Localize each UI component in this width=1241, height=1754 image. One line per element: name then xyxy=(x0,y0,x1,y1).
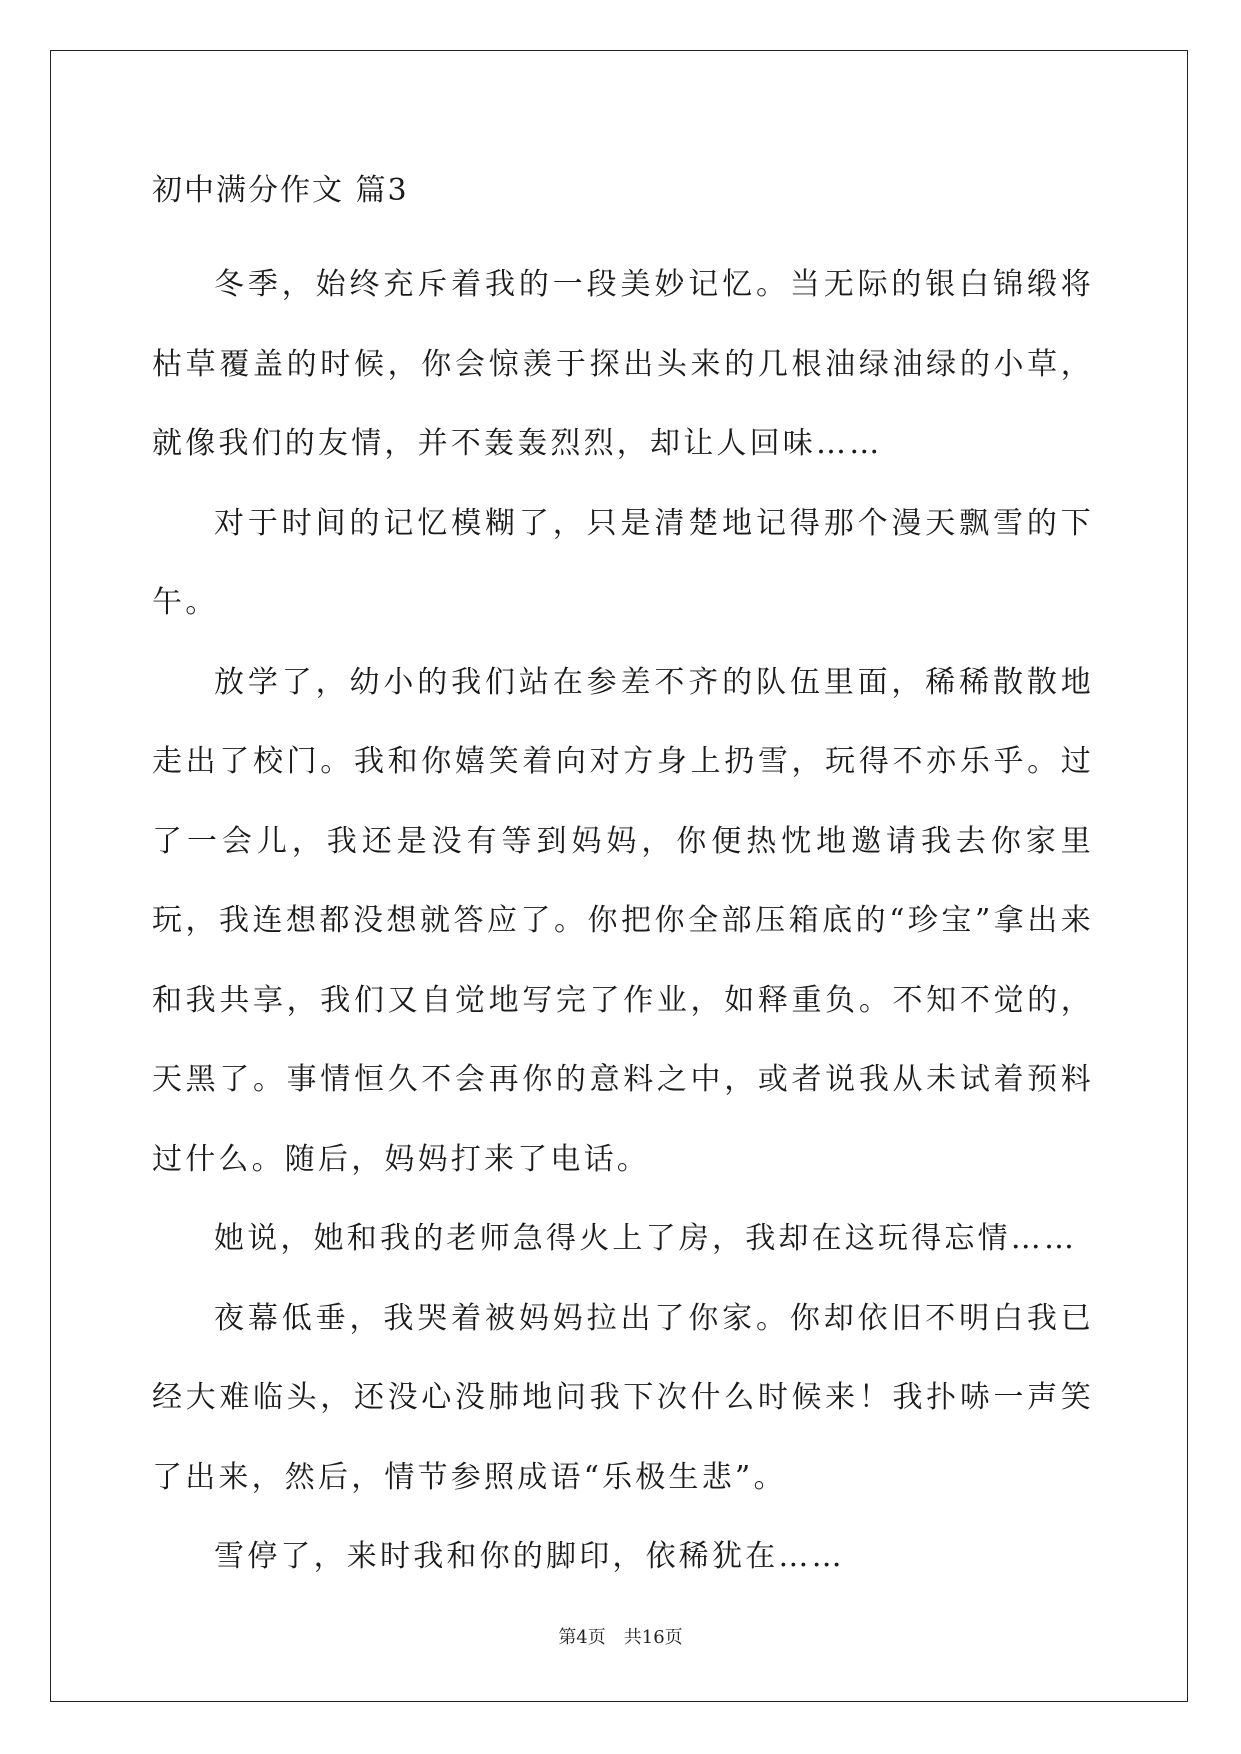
essay-title: 初中满分作文 篇3 xyxy=(152,173,409,208)
total-page-count: 共16页 xyxy=(623,1627,683,1648)
paragraph-4: 她说，她和我的老师急得火上了房，我却在这玩得忘情…… xyxy=(214,1221,1078,1256)
paragraph-1: 冬季，始终充斥着我的一段美妙记忆。当无际的银白锦缎将枯草覆盖的时候，你会惊羡于探出头来的几根油绿油绿的小草，就像我们的友情，并不轰轰烈烈，却让人回味…… xyxy=(152,267,1094,461)
page-footer xyxy=(0,1626,1241,1650)
paragraph-6: 雪停了，来时我和你的脚印，依稀犹在…… xyxy=(214,1539,845,1574)
current-page-number: 第4页 xyxy=(558,1627,606,1648)
document-body xyxy=(152,166,1094,1597)
paragraph-3: 放学了，幼小的我们站在参差不齐的队伍里面，稀稀散散地走出了校门。我和你嬉笑着向对方身上扔雪，玩得不亦乐乎。过了一会儿，我还是没有等到妈妈，你便热忱地邀请我去你家里玩，我连想都没想就答应了。你把你全部压箱底的“珍宝”拿出来和我共享，我们又自觉地写完了作业，如释重负。不知不觉的，天黑了。事情恒久不会再你的意料之中，或者说我从未试着预料过什么。随后，妈妈打来了电话。 xyxy=(152,664,1094,1177)
paragraph-2: 对于时间的记忆模糊了，只是清楚地记得那个漫天飘雪的下午。 xyxy=(152,505,1094,620)
paragraph-5: 夜幕低垂，我哭着被妈妈拉出了你家。你却依旧不明白我已经大难临头，还没心没肺地问我下次什么时候来！我扑哧一声笑了出来，然后，情节参照成语“乐极生悲”。 xyxy=(152,1300,1094,1495)
